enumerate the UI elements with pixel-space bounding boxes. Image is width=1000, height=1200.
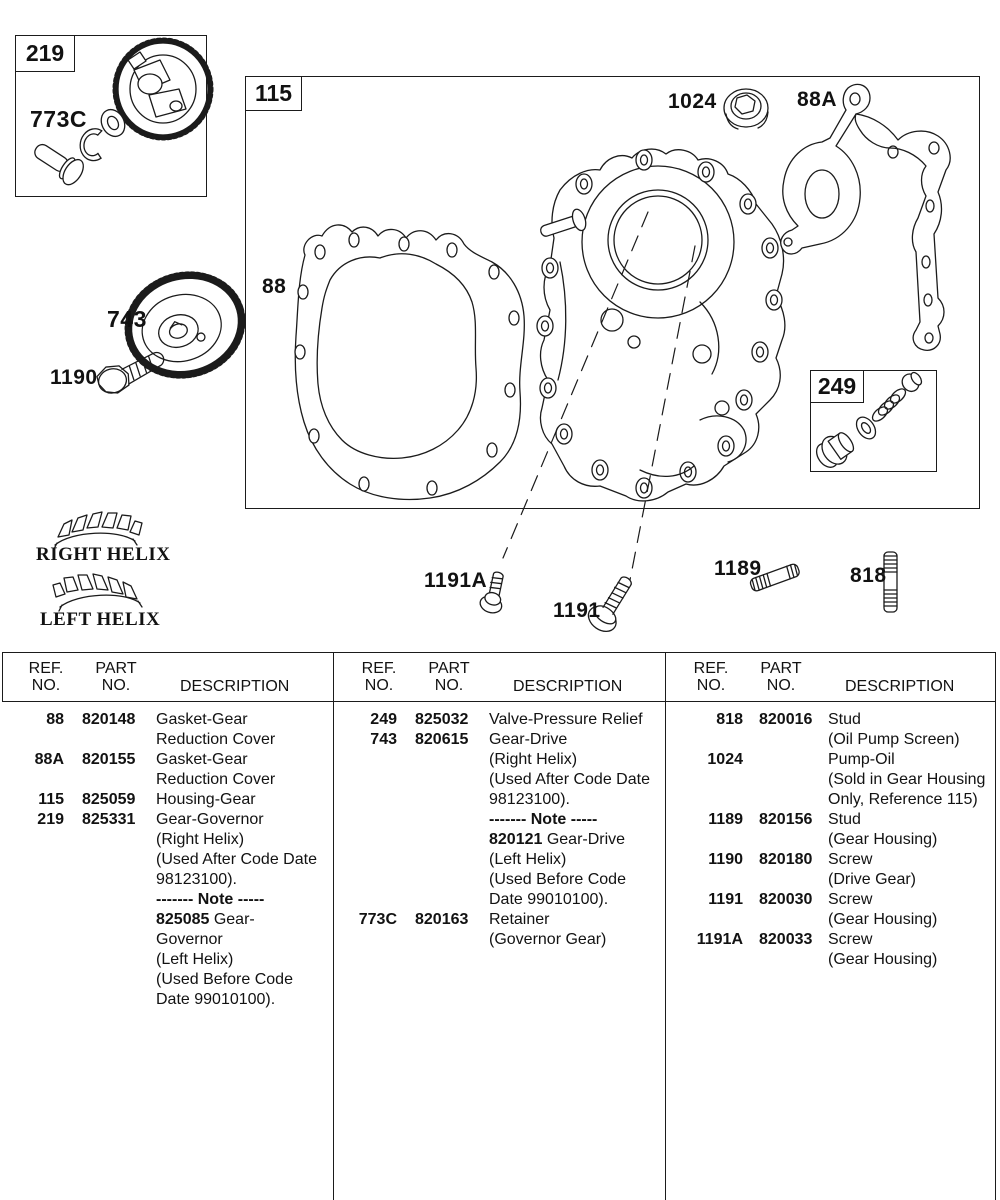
description-header: DESCRIPTION [845,678,955,695]
parts-table-column-1 [8,710,330,1010]
ref-no-header: REF. [28,660,64,677]
callout-818: 818 [850,564,887,587]
description-cell: Stud (Gear Housing) [828,811,938,848]
callout-box-219-label: 219 [25,40,65,66]
table-header-col3: REF. NO. PART NO. DESCRIPTION [673,656,991,702]
part-no-cell: 820156 [759,811,813,828]
callout-box-249-label: 249 [817,373,857,399]
ref-no-cell: 1024 [707,751,743,768]
ref-no-cell: 249 [370,711,397,728]
parts-table-column-3 [673,710,991,970]
part-no-cell: 820148 [82,711,136,728]
part-no-cell: 825032 [415,711,469,728]
table-row [341,730,661,910]
callout-88a: 88A [797,88,838,111]
callout-box-115-label: 115 [254,80,293,106]
callout-1191a: 1191A [424,569,488,592]
ref-no-cell: 1189 [708,811,743,828]
left-helix-label: LEFT HELIX [40,609,161,630]
table-row [341,910,661,950]
part-no-header: PART [428,660,470,677]
table-row [8,710,330,750]
description-cell: Stud (Oil Pump Screen) [828,711,960,748]
callout-743: 743 [107,306,147,332]
description-cell: Gasket-Gear Reduction Cover [156,751,276,788]
callout-1189: 1189 [714,557,762,580]
ref-no-cell: 818 [716,711,743,728]
right-helix-label: RIGHT HELIX [36,544,171,565]
part-no-header: PART [95,660,137,677]
part-no-cell: 825059 [82,791,136,808]
description-cell: Housing-Gear [156,791,256,808]
part-no-cell: 820016 [759,711,813,728]
description-header: DESCRIPTION [180,678,290,695]
table-row [8,750,330,790]
description-cell: Retainer (Governor Gear) [489,911,607,948]
part-no-cell: 820030 [759,891,813,908]
ref-no-cell: 219 [37,811,64,828]
table-divider-1 [333,652,334,1200]
ref-no-header: REF. [361,660,397,677]
ref-no-cell: 88 [46,711,64,728]
part-no-cell: 820163 [415,911,469,928]
description-cell: Screw (Gear Housing) [828,891,938,928]
table-row [341,710,661,730]
callout-1024: 1024 [668,90,717,113]
table-row [673,850,991,890]
ref-no-cell: 115 [38,791,64,808]
part-no-header: PART [760,660,802,677]
description-cell: Gear-Governor (Right Helix) (Used After Code Date 98123100). ------- Note ----- 825085 Gear- Governor (Left Helix) (Used Before Code Date 99010100). [156,811,317,1008]
table-header-col2: REF. NO. PART NO. DESCRIPTION [341,656,659,702]
ref-no-cell: 743 [370,731,397,748]
description-cell: Screw (Gear Housing) [828,931,938,968]
ref-no-cell: 773C [358,911,397,928]
callout-88: 88 [262,275,287,298]
description-cell: Gasket-Gear Reduction Cover [156,711,276,748]
table-row [8,810,330,1010]
callout-box-249 [810,370,864,403]
ref-no-cell: 1191A [696,931,743,948]
part-no-cell: 825331 [82,811,136,828]
description-cell: Gear-Drive (Right Helix) (Used After Code Date 98123100). ------- Note ----- 820121 Gear-Drive (Left Helix) (Used Before Code Date 99010100). [489,731,650,908]
ref-no-cell: 1191 [708,891,743,908]
callout-box-219 [15,35,75,72]
callout-box-115 [245,76,302,111]
description-cell: Valve-Pressure Relief [489,711,643,728]
table-top-rule [2,652,996,653]
table-row [673,890,991,930]
table-right-rule [995,652,996,1200]
description-header: DESCRIPTION [513,678,623,695]
description-cell: Pump-Oil (Sold in Gear Housing Only, Reference 115) [828,751,986,808]
table-header-col1: REF. NO. PART NO. DESCRIPTION [8,656,328,702]
callout-1191: 1191 [553,599,601,622]
table-row [673,930,991,970]
callout-773c: 773C [30,106,87,132]
part-no-cell: 820155 [82,751,136,768]
description-cell: Screw (Drive Gear) [828,851,917,888]
left-helix-illustration [53,574,142,611]
ref-no-cell: 1190 [708,851,743,868]
part-no-cell: 820180 [759,851,813,868]
table-row [673,810,991,850]
table-left-rule [2,652,3,701]
table-row [673,750,991,810]
part-no-cell: 820033 [759,931,813,948]
part-no-cell: 820615 [415,731,469,748]
table-row [673,710,991,750]
ref-no-header: REF. [693,660,729,677]
table-divider-2 [665,652,666,1200]
ref-no-cell: 88A [34,751,64,768]
parts-table-column-2 [341,710,661,950]
callout-1190: 1190 [50,366,98,389]
table-row [8,790,330,810]
